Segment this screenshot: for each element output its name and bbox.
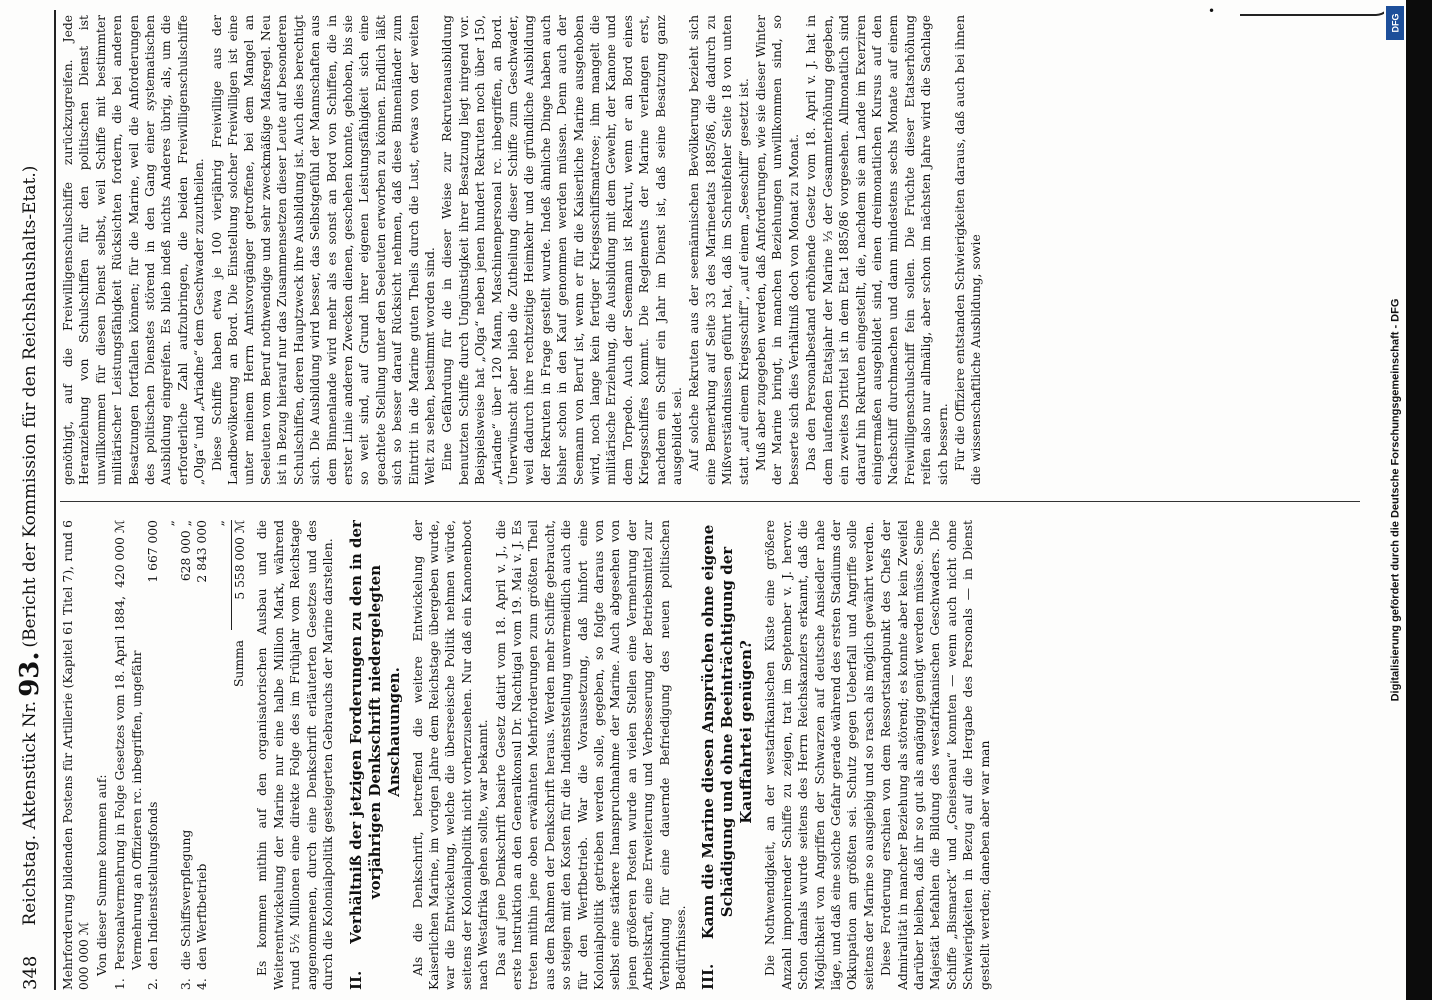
paragraph: Das den Personalbestand erhöhende Gesetz vom 18. April v. J. hat in dem laufenden Etatsjahr der Marine ⅓ der Gesammterhöhung gegeben, ein zweites Drittel ist in dem Etat 1885/86 vorgesehen. Allmonatlich sind darauf hin Rekruten eingestellt, die, nachdem sie am Lande im Exerziren einigermaßen ausgebildet sind, einen dreimonatlichen Kursus auf den Nachschiff durchmachen und dann mindestens sechs Monate auf einem Freiwilligenschulschiff fein sollen. Die Früchte dieser Etatserhöhung reifen also nur allmälig, aber schon im nächsten Jahre wird die Sachlage sich bessern.	[804, 15, 950, 485]
digitization-credit	[1384, 0, 1406, 1000]
list-item: 1. Personalvermehrung in Folge Gesetzes vom 18. April 1884, Vermehrung an Offizieren rc. inbegriffen, ungefähr 420 000 ℳ	[113, 520, 144, 990]
paragraph: Es kommen mithin auf den organisatorischen Ausbau und die Weiterentwickelung der Marine nur eine halbe Million Mark, während rund 5½ Millionen eine direkte Folge des im Frühjahr vom Reichstage angenommenen, durch eine Denkschrift erläuterten Gesetzes und des durch die Kolonialpolitik gesteigerten Gebrauchs der Marine darstellen.	[255, 520, 336, 990]
paragraph: Von dieser Summe kommen auf:	[94, 774, 109, 976]
cost-list	[112, 520, 227, 990]
left-column	[60, 520, 1360, 990]
paragraph: Mehrforderung bildenden Postens für Artillerie (Kapitel 61 Titel 7), rund 6 000 000 ℳ	[61, 520, 92, 990]
page-number: 348	[19, 955, 41, 990]
section-heading: III. Kann die Marine diesen Ansprüchen ohne eigene Schädigung und ohne Beeinträchtigung der Kauffahrtei genügen?	[699, 524, 756, 990]
sum-value: 5 558 000 ℳ	[231, 520, 248, 630]
column-divider	[60, 501, 1360, 502]
header-prefix: Reichstag. Aktenstück Nr.	[20, 700, 40, 926]
ink-mark: •	[1208, 4, 1216, 18]
credit-text: Digitalisierung gefördert durch die Deutsche Forschungsgemeinschaft - DFG	[1389, 298, 1401, 702]
header-rule	[54, 10, 56, 990]
list-item: 2. den Indienststellungsfonds 1 667 000 „	[146, 520, 177, 990]
list-item: 4. den Werftbetrieb 2 843 000 „	[195, 520, 226, 990]
header-suffix: (Bericht der Kommission für den Reichshaushalts-Etat.)	[20, 165, 40, 648]
sum-row	[231, 520, 248, 990]
paragraph: Eine Gefährdung für die in dieser Weise zur Rekrutenausbildung benutzten Schiffe durch Ungünstigkeit ihrer Besatzung liegt nirgend vor. Beispielsweise hat „Olga“ neben jenen hundert Rekruten noch über 150, „Ariadne“ über 120 Mann, Maschinenpersonal rc. inbegriffen, an Bord. Unerwünscht aber blieb die Zutheilung dieser Schiffe zum Geschwader, weil dadurch ihre rechtzeitige Heimkehr und die gründliche Ausbildung der Rekruten in Frage gestellt wurde. Indeß ähnliche Dinge haben auch bisher schon in den Kauf genommen werden müssen. Denn auch der Seemann von Beruf ist, wenn er für die Kaiserliche Marine ausgehoben wird, noch lange kein fertiger Kriegsschiffsmatrose; ihm mangelt die militärische Erziehung, die Ausbildung mit dem Gewehr, der Kanone und dem Torpedo. Auch der Seemann ist Rekrut, wenn er an Bord eines Kriegsschiffes kommt. Die Reglements der Marine verlangen erst, nachdem ein Schiff ein Jahr im Dienst ist, daß seine Besatzung ganz ausgebildet sei.	[440, 15, 685, 485]
scanner-edge	[1406, 0, 1432, 1000]
dfg-logo: DFG	[1386, 6, 1404, 40]
paragraph: Diese Schiffe haben etwa je 100 vierjährig Freiwillige aus der Landbevölkerung an Bord. Die Einstellung solcher Freiwilligen ist eine unter meinem Herrn Amtsvorgänger getroffene, bei dem Mangel an Seeleuten vom Beruf nothwendige und sehr zweckmäßige Maßregel. Neu ist in Bezug hierauf nur das Zusammensetzen dieser Leute auf besonderen Schulschiffen, deren Hauptzweck ihre Ausbildung ist. Auch dies berechtigt sich. Die Ausbildung wird besser, das Selbstgefühl der Mannschaften aus dem Binnenlande wird mehr als es sonst an Bord von Schiffen, die in erster Linie anderen Zwecken dienen, geschehen konnte, gehoben, bis sie so weit sind, auf Grund ihrer eigenen Leistungsfähigkeit sich eine geachtete Stellung unter den Seeleuten erworben zu können. Endlich läßt sich so besser darauf Rücksicht nehmen, daß diese Binnenländer zum Eintritt in die Marine guten Theils durch die Lust, etwas von der weiten Welt zu sehen, bestimmt worden sind.	[209, 15, 437, 485]
document-number: 93.	[15, 651, 45, 697]
paragraph: genöthigt, auf die Freiwilligenschulschiffe zurückzugreifen. Jede Heranziehung von Schulschiffen für den politischen Dienst ist unwillkommen für diesen Dienst selbst, weil Schiffe mit bestimmter militärischer Leistungsfähigkeit Rücksichten fordern, die bei anderen Besatzungen fortfallen können; für die Marine, weil die Anforderungen des politischen Dienstes störend in den Gang einer systematischen Ausbildung eingreifen. Es blieb indeß nichts Anderes übrig, als, um die erforderliche Zahl aufzubringen, die beiden Freiwilligenschulschiffe „Olga“ und „Ariadne“ dem Geschwader zuzutheilen.	[61, 15, 207, 485]
running-header	[8, 10, 52, 990]
list-item: 3. die Schiffsverpflegung 628 000 „	[178, 520, 193, 990]
paragraph: Muß aber zugegeben werden, daß Anforderungen, wie sie dieser Winter der Marine bringt, in manchen Beziehungen unwillkommen sind, so besserte sich dies Verhältniß doch von Monat zu Monat.	[754, 15, 801, 485]
paragraph: Die Nothwendigkeit, an der westafrikanischen Küste eine größere Anzahl imponirender Schiffe zu zeigen, trat im September v. J. hervor. Schon damals wurde seitens des Herrn Reichskanzlers erkannt, daß die Möglichkeit von Angriffen der Schwarzen auf deutsche Ansiedler nahe läge, und daß eine solche Gefahr gerade während des ersten Stadiums der Okkupation am größten sei. Schutz gegen Ueberfall und Angriffe solle seitens der Marine so ausgiebig und so rasch als möglich gewährt werden.	[763, 520, 876, 990]
paragraph: Diese Forderung erschien von dem Ressortstandpunkt des Chefs der Admiralität in mancher Beziehung als störend; es konnte aber kein Zweifel darüber bleiben, daß ihr so gut als angängig genügt werden müsse. Seine Majestät befahlen die Bildung des westafrikanischen Geschwaders. Die Schiffe „Bismarck“ und „Gneisenau“ konnten — wenn auch nicht ohne Schwierigkeiten in Bezug auf die Hergabe des Personals — in Dienst gestellt werden; daneben aber war man	[879, 520, 992, 990]
sum-label: Summa	[232, 640, 247, 687]
section-heading: II. Verhältniß der jetzigen Forderungen zu den in der vorjährigen Denkschrift niedergelegten Anschauungen.	[346, 520, 403, 990]
paragraph: Auf solche Rekruten aus der seemännischen Bevölkerung bezieht sich eine Bemerkung auf Seite 33 des Marineetats 1885/86, die dadurch zu Mißverständnissen geführt hat, daß im Schreibfehler Seite 18 von unten statt „auf einem Kriegsschiff“, „auf einem „Seeschiff“ gesetzt ist.	[687, 15, 751, 485]
paragraph: Für die Offiziere entstanden Schwierigkeiten daraus, daß auch bei ihnen die wissenschaftliche Ausbildung, sowie	[952, 15, 984, 485]
paragraph: Als die Denkschrift, betreffend die weitere Entwickelung der Kaiserlichen Marine, im vorigen Jahre dem Reichstage übergeben wurde, war die Entwickelung, welche die überseeische Politik nehmen würde, seitens der Kolonialpolitik nicht vorherzusehen. Nur daß ein Kanonenboot nach Westafrika gehen sollte, war bekannt.	[410, 520, 491, 990]
right-column	[60, 15, 1360, 485]
paragraph: Das auf jene Denkschrift basirte Gesetz datirt vom 18. April v. J., die erste Instruktion an den Generalkonsul Dr. Nachtigal vom 19. Mai v. J. Es treten mithin jene oben erwähnten Mehrforderungen zum größten Theil aus dem Rahmen der Denkschrift heraus. Werden mehr Schiffe gebraucht, so steigen mit den Kosten für die Indienststellung unvermeidlich auch die für den Werftbetrieb. War die Voraussetzung, daß hinfort eine Kolonialpolitik getrieben werden solle, gegeben, so folgte daraus von selbst eine stärkere Inanspruchnahme der Marine. Auch abgesehen von jenen größeren Posten wurde an vielen Stellen eine Vermehrung der Arbeitskraft, eine Erweiterung und Verbesserung der Betriebsmittel zur Verbindung für eine dauernde Befriedigung des neuen politischen Bedürfnisses.	[493, 520, 688, 990]
